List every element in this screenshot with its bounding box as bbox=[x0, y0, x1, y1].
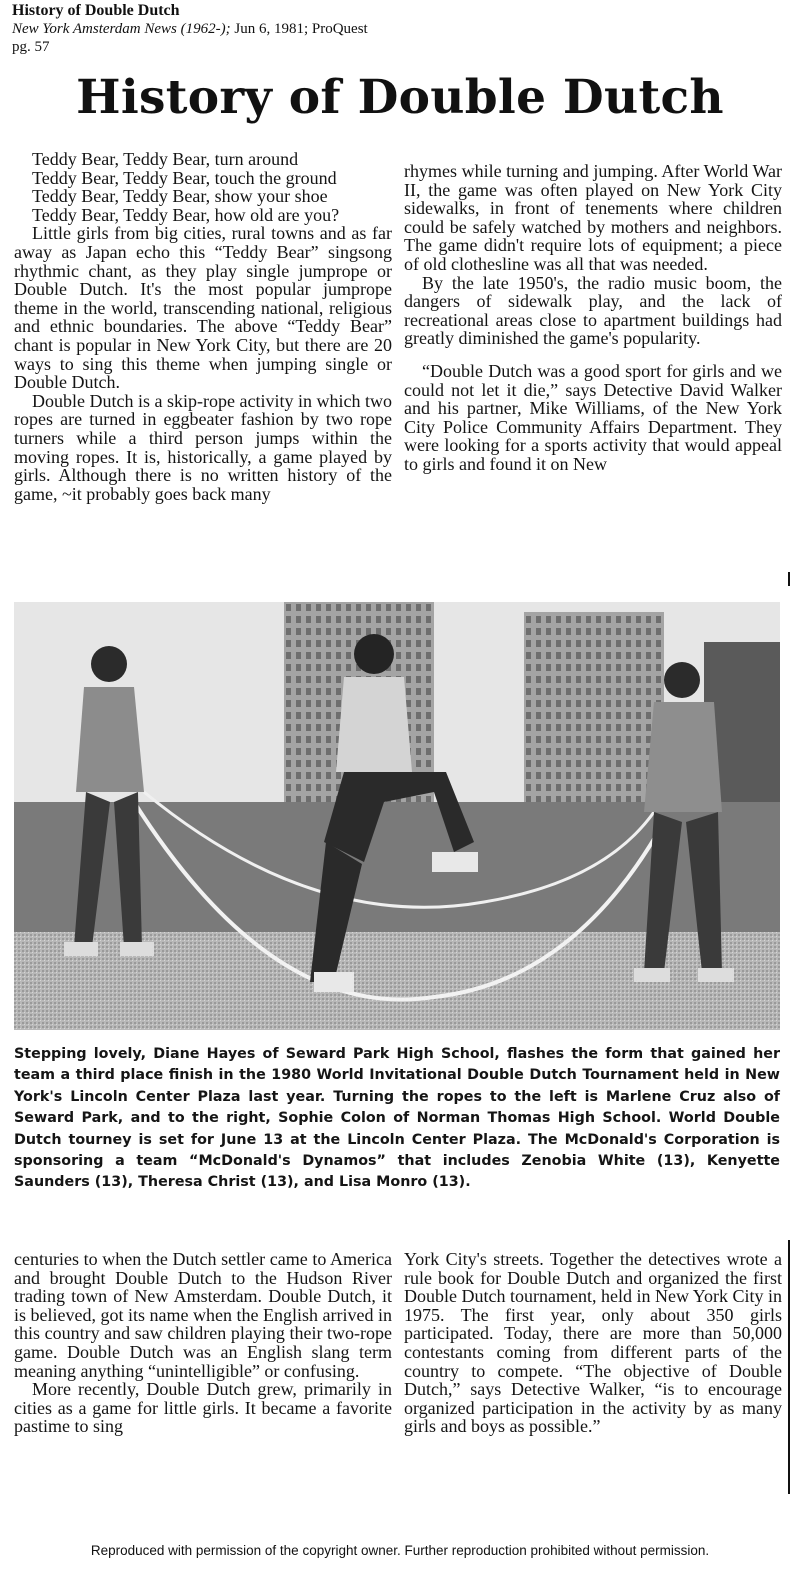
body-paragraph: York City's streets. Together the detectives wrote a rule book for Double Dutch and organized the first Double Dutch tournament, held in New York City in 1975. The first year, only about 350 girls participated. Today, there are more than 50,000 contestants coming from different parts of the country to compete. “The objective of Double Dutch,” says Detective Walker, “is to encourage organized participation in the activity by as many girls and boys as possible.” bbox=[404, 1249, 782, 1437]
bottom-right-column bbox=[404, 1250, 782, 1436]
photo-caption: Stepping lovely, Diane Hayes of Seward Park High School, flashes the form that gained her team a third place finish in the 1980 World Invitational Double Dutch Tournament held in New York's Lincoln Center Plaza last year. Turning the ropes to the left is Marlene Cruz also of Seward Park, and to the right, Sophie Colon of Norman Thomas High School. World Double Dutch tourney is set for June 13 at the Lincoln Center Plaza. The McDonald's Corporation is sponsoring a team “McDonald's Dynamos” that includes Zenobia White (13), Kenyette Saunders (13), Theresa Christ (13), and Lisa Monro (13). bbox=[14, 1046, 780, 1191]
copyright-footer: Reproduced with permission of the copyright owner. Further reproduction prohibited without permission. bbox=[90, 1543, 710, 1558]
citation-title: History of Double Dutch bbox=[12, 2, 180, 19]
bottom-left-column bbox=[14, 1250, 392, 1436]
body-paragraph: Little girls from big cities, rural towns and as far away as Japan echo this “Teddy Bear” singsong rhythmic chant, as they play single jumprope or Double Dutch. It's the most popular jumprope theme in the world, transcending national, religious and ethnic boundaries. The above “Teddy Bear” chant is popular in New York City, but there are 20 ways to sing this theme when jumping single or Double Dutch. bbox=[14, 223, 392, 393]
top-left-column bbox=[14, 150, 392, 503]
body-paragraph: Double Dutch is a skip-rope activity in which two ropes are turned in eggbeater fashion by two rope turners while a third person jumps within the moving ropes. It is, historically, a game played by girls. Although there is no written history of the game, ~it probably goes back many bbox=[14, 390, 392, 504]
verse-line: Teddy Bear, Teddy Bear, how old are you? bbox=[32, 204, 340, 225]
citation-block bbox=[12, 2, 368, 56]
article-headline: History of Double Dutch bbox=[76, 70, 724, 125]
top-right-column bbox=[404, 162, 782, 474]
body-paragraph: rhymes while turning and jumping. After World War II, the game was often played on New York City sidewalks, in front of tenements where children could be safely watched by mothers and neighbors. The game didn't require lots of equipment; a piece of old clothesline was all that was needed. bbox=[404, 161, 782, 274]
column-rule bbox=[788, 1240, 790, 1494]
body-paragraph: By the late 1950's, the radio music boom, the dangers of sidewalk play, and the lack of recreational areas close to apartment buildings had greatly diminished the game's popularity. bbox=[404, 272, 782, 349]
citation-source bbox=[12, 20, 368, 38]
verse-line: Teddy Bear, Teddy Bear, show your shoe bbox=[32, 186, 328, 207]
paragraph-gap bbox=[404, 348, 782, 362]
verse-line: Teddy Bear, Teddy Bear, turn around bbox=[32, 149, 299, 169]
body-paragraph: “Double Dutch was a good sport for girls and we could not let it die,” says Detective David Walker and his partner, Mike Williams, of the New York City Police Community Affairs Department. They were looking for a sports activity that would appeal to girls and found it on New bbox=[404, 360, 782, 474]
citation-page: pg. 57 bbox=[12, 39, 50, 55]
citation-date: Jun 6, 1981; ProQuest bbox=[230, 21, 368, 37]
double-dutch-photo bbox=[14, 602, 780, 1030]
body-paragraph: centuries to when the Dutch settler came to America and brought Double Dutch to the Hudson River trading town of New Amsterdam. Double Dutch, it is believed, got its name when the English arrived in this country and saw children playing their two-rope game. Double Dutch was an English slang term meaning anything “unintelligible” or confusing. bbox=[14, 1249, 392, 1381]
body-paragraph: More recently, Double Dutch grew, primarily in cities as a game for little girls. It became a favorite pastime to sing bbox=[14, 1379, 392, 1437]
citation-publication: New York Amsterdam News (1962-); bbox=[12, 21, 231, 37]
photo-illustration bbox=[14, 602, 780, 1030]
column-rule bbox=[788, 572, 790, 586]
verse-line: Teddy Bear, Teddy Bear, touch the ground bbox=[32, 167, 337, 188]
